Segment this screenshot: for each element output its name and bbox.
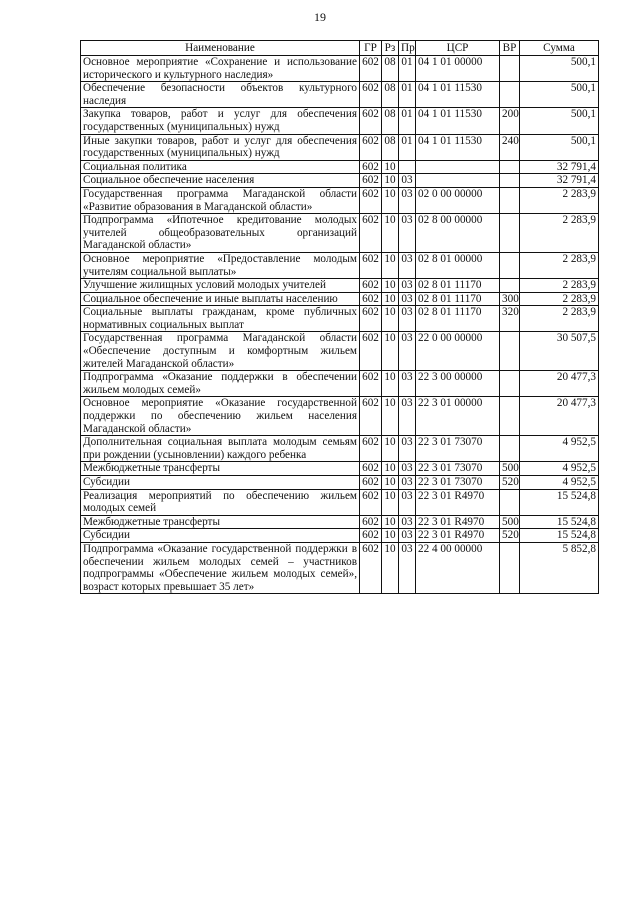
row-rz: 10: [382, 252, 399, 278]
row-rz: 10: [382, 214, 399, 253]
row-rz: 10: [382, 187, 399, 213]
row-name: Реализация мероприятий по обеспечению жильем молодых семей: [81, 489, 360, 515]
row-gr: 602: [360, 489, 382, 515]
row-rz: 08: [382, 82, 399, 108]
row-vr: [500, 279, 520, 293]
row-vr: [500, 371, 520, 397]
row-vr: 520: [500, 529, 520, 543]
row-vr: [500, 82, 520, 108]
row-sum: 2 283,9: [520, 252, 599, 278]
row-csr: 22 4 00 00000: [416, 542, 500, 593]
row-csr: 02 8 00 00000: [416, 214, 500, 253]
row-rz: 10: [382, 462, 399, 476]
row-csr: [416, 174, 500, 188]
table-row: [81, 279, 599, 293]
row-csr: 22 3 00 00000: [416, 371, 500, 397]
row-gr: 602: [360, 306, 382, 332]
row-gr: 602: [360, 279, 382, 293]
header-name: Наименование: [81, 41, 360, 56]
row-csr: 22 3 01 R4970: [416, 515, 500, 529]
row-gr: 602: [360, 56, 382, 82]
row-pr: 03: [399, 397, 416, 436]
row-csr: 22 3 01 73070: [416, 476, 500, 490]
row-sum: 32 791,4: [520, 174, 599, 188]
row-vr: [500, 542, 520, 593]
row-pr: 01: [399, 134, 416, 160]
row-name: Иные закупки товаров, работ и услуг для обеспечения государственных (муниципальных) нужд: [81, 134, 360, 160]
table-row: [81, 252, 599, 278]
row-rz: 08: [382, 56, 399, 82]
row-pr: 03: [399, 436, 416, 462]
table-row: [81, 174, 599, 188]
row-csr: [416, 160, 500, 174]
row-vr: [500, 252, 520, 278]
row-vr: 500: [500, 515, 520, 529]
row-pr: 03: [399, 306, 416, 332]
row-gr: 602: [360, 529, 382, 543]
row-vr: [500, 187, 520, 213]
row-vr: [500, 160, 520, 174]
header-pr: Пр: [399, 41, 416, 56]
row-rz: 08: [382, 134, 399, 160]
row-vr: [500, 332, 520, 371]
row-pr: 03: [399, 529, 416, 543]
table-row: [81, 160, 599, 174]
row-name: Государственная программа Магаданской области «Развитие образования в Магаданской области»: [81, 187, 360, 213]
row-name: Социальные выплаты гражданам, кроме публичных нормативных социальных выплат: [81, 306, 360, 332]
row-csr: 02 8 01 11170: [416, 292, 500, 306]
row-rz: 10: [382, 160, 399, 174]
header-vr: ВР: [500, 41, 520, 56]
row-name: Государственная программа Магаданской области «Обеспечение доступным и комфортным жильем жителей Магаданской области»: [81, 332, 360, 371]
row-name: Субсидии: [81, 476, 360, 490]
table-row: [81, 214, 599, 253]
header-gr: ГР: [360, 41, 382, 56]
table-row: [81, 489, 599, 515]
row-vr: 200: [500, 108, 520, 134]
row-pr: 01: [399, 108, 416, 134]
table-row: [81, 529, 599, 543]
page-number: 19: [314, 10, 326, 24]
row-rz: 10: [382, 279, 399, 293]
row-pr: 03: [399, 279, 416, 293]
row-name: Основное мероприятие «Сохранение и использование исторического и культурного наследия»: [81, 56, 360, 82]
row-sum: 5 852,8: [520, 542, 599, 593]
row-rz: 10: [382, 489, 399, 515]
row-gr: 602: [360, 160, 382, 174]
row-vr: [500, 174, 520, 188]
row-name: Подпрограмма «Оказание государственной поддержки в обеспечении жильем молодых семей – участников подпрограммы «Обеспечение жильем молодых семей», возраст которых превышает 35 лет»: [81, 542, 360, 593]
row-name: Межбюджетные трансферты: [81, 515, 360, 529]
row-vr: [500, 56, 520, 82]
row-name: Обеспечение безопасности объектов культурного наследия: [81, 82, 360, 108]
row-name: Социальное обеспечение населения: [81, 174, 360, 188]
row-rz: 10: [382, 476, 399, 490]
table-header-row: [81, 41, 599, 56]
row-csr: 02 8 01 11170: [416, 279, 500, 293]
row-sum: 30 507,5: [520, 332, 599, 371]
row-csr: 04 1 01 00000: [416, 56, 500, 82]
table-row: [81, 476, 599, 490]
row-sum: 500,1: [520, 82, 599, 108]
row-gr: 602: [360, 542, 382, 593]
row-sum: 2 283,9: [520, 214, 599, 253]
table-row: [81, 436, 599, 462]
table-row: [81, 187, 599, 213]
row-sum: 500,1: [520, 108, 599, 134]
row-gr: 602: [360, 187, 382, 213]
row-gr: 602: [360, 82, 382, 108]
table-row: [81, 306, 599, 332]
row-gr: 602: [360, 436, 382, 462]
row-rz: 10: [382, 529, 399, 543]
row-gr: 602: [360, 476, 382, 490]
table-row: [81, 134, 599, 160]
row-csr: 22 3 01 R4970: [416, 529, 500, 543]
row-pr: 03: [399, 371, 416, 397]
row-pr: 03: [399, 187, 416, 213]
row-csr: 02 0 00 00000: [416, 187, 500, 213]
row-pr: 01: [399, 56, 416, 82]
row-pr: 03: [399, 214, 416, 253]
row-name: Улучшение жилищных условий молодых учителей: [81, 279, 360, 293]
row-csr: 22 3 01 R4970: [416, 489, 500, 515]
row-rz: 10: [382, 306, 399, 332]
table-row: [81, 82, 599, 108]
table-row: [81, 332, 599, 371]
row-csr: 02 8 01 11170: [416, 306, 500, 332]
table-row: [81, 371, 599, 397]
row-gr: 602: [360, 292, 382, 306]
row-name: Закупка товаров, работ и услуг для обеспечения государственных (муниципальных) нужд: [81, 108, 360, 134]
row-sum: 2 283,9: [520, 187, 599, 213]
row-sum: 2 283,9: [520, 292, 599, 306]
row-csr: 22 3 01 00000: [416, 397, 500, 436]
row-rz: 10: [382, 174, 399, 188]
row-pr: 03: [399, 462, 416, 476]
row-vr: 520: [500, 476, 520, 490]
row-name: Социальное обеспечение и иные выплаты населению: [81, 292, 360, 306]
row-vr: [500, 489, 520, 515]
row-gr: 602: [360, 108, 382, 134]
row-name: Основное мероприятие «Предоставление молодым учителям социальной выплаты»: [81, 252, 360, 278]
row-pr: 03: [399, 489, 416, 515]
table-row: [81, 56, 599, 82]
row-csr: 02 8 01 00000: [416, 252, 500, 278]
table-body: [81, 56, 599, 594]
row-csr: 04 1 01 11530: [416, 108, 500, 134]
row-gr: 602: [360, 515, 382, 529]
row-vr: [500, 397, 520, 436]
header-sum: Сумма: [520, 41, 599, 56]
row-sum: 4 952,5: [520, 436, 599, 462]
table-row: [81, 397, 599, 436]
row-pr: 03: [399, 292, 416, 306]
row-pr: 03: [399, 476, 416, 490]
row-rz: 10: [382, 397, 399, 436]
row-csr: 22 3 01 73070: [416, 436, 500, 462]
row-name: Субсидии: [81, 529, 360, 543]
row-sum: 500,1: [520, 134, 599, 160]
budget-table: [80, 40, 599, 594]
row-gr: 602: [360, 174, 382, 188]
row-csr: 04 1 01 11530: [416, 82, 500, 108]
row-pr: 03: [399, 174, 416, 188]
row-rz: 10: [382, 542, 399, 593]
header-csr: ЦСР: [416, 41, 500, 56]
row-vr: [500, 214, 520, 253]
row-pr: 01: [399, 82, 416, 108]
header-rz: Рз: [382, 41, 399, 56]
row-csr: 22 3 01 73070: [416, 462, 500, 476]
table-row: [81, 515, 599, 529]
row-rz: 10: [382, 515, 399, 529]
row-gr: 602: [360, 462, 382, 476]
row-vr: 320: [500, 306, 520, 332]
table-row: [81, 542, 599, 593]
row-gr: 602: [360, 371, 382, 397]
row-sum: 20 477,3: [520, 397, 599, 436]
row-name: Подпрограмма «Ипотечное кредитование молодых учителей общеобразовательных организаций Магаданской области»: [81, 214, 360, 253]
row-csr: 22 0 00 00000: [416, 332, 500, 371]
row-sum: 32 791,4: [520, 160, 599, 174]
row-sum: 500,1: [520, 56, 599, 82]
row-name: Подпрограмма «Оказание поддержки в обеспечении жильем молодых семей»: [81, 371, 360, 397]
row-sum: 15 524,8: [520, 515, 599, 529]
row-sum: 2 283,9: [520, 306, 599, 332]
row-pr: 03: [399, 332, 416, 371]
row-name: Межбюджетные трансферты: [81, 462, 360, 476]
row-sum: 20 477,3: [520, 371, 599, 397]
row-sum: 4 952,5: [520, 462, 599, 476]
row-sum: 15 524,8: [520, 529, 599, 543]
row-rz: 10: [382, 371, 399, 397]
table-row: [81, 292, 599, 306]
row-gr: 602: [360, 397, 382, 436]
row-sum: 2 283,9: [520, 279, 599, 293]
row-name: Основное мероприятие «Оказание государственной поддержки по обеспечению жильем населения Магаданской области»: [81, 397, 360, 436]
row-gr: 602: [360, 252, 382, 278]
row-sum: 4 952,5: [520, 476, 599, 490]
row-rz: 10: [382, 436, 399, 462]
row-csr: 04 1 01 11530: [416, 134, 500, 160]
row-rz: 10: [382, 332, 399, 371]
row-vr: 500: [500, 462, 520, 476]
row-rz: 10: [382, 292, 399, 306]
row-name: Дополнительная социальная выплата молодым семьям при рождении (усыновлении) каждого ребенка: [81, 436, 360, 462]
row-pr: 03: [399, 542, 416, 593]
row-pr: 03: [399, 252, 416, 278]
row-pr: [399, 160, 416, 174]
row-sum: 15 524,8: [520, 489, 599, 515]
row-vr: [500, 436, 520, 462]
row-gr: 602: [360, 214, 382, 253]
row-vr: 240: [500, 134, 520, 160]
table-row: [81, 462, 599, 476]
table-row: [81, 108, 599, 134]
row-gr: 602: [360, 134, 382, 160]
row-vr: 300: [500, 292, 520, 306]
row-pr: 03: [399, 515, 416, 529]
row-rz: 08: [382, 108, 399, 134]
row-name: Социальная политика: [81, 160, 360, 174]
row-gr: 602: [360, 332, 382, 371]
